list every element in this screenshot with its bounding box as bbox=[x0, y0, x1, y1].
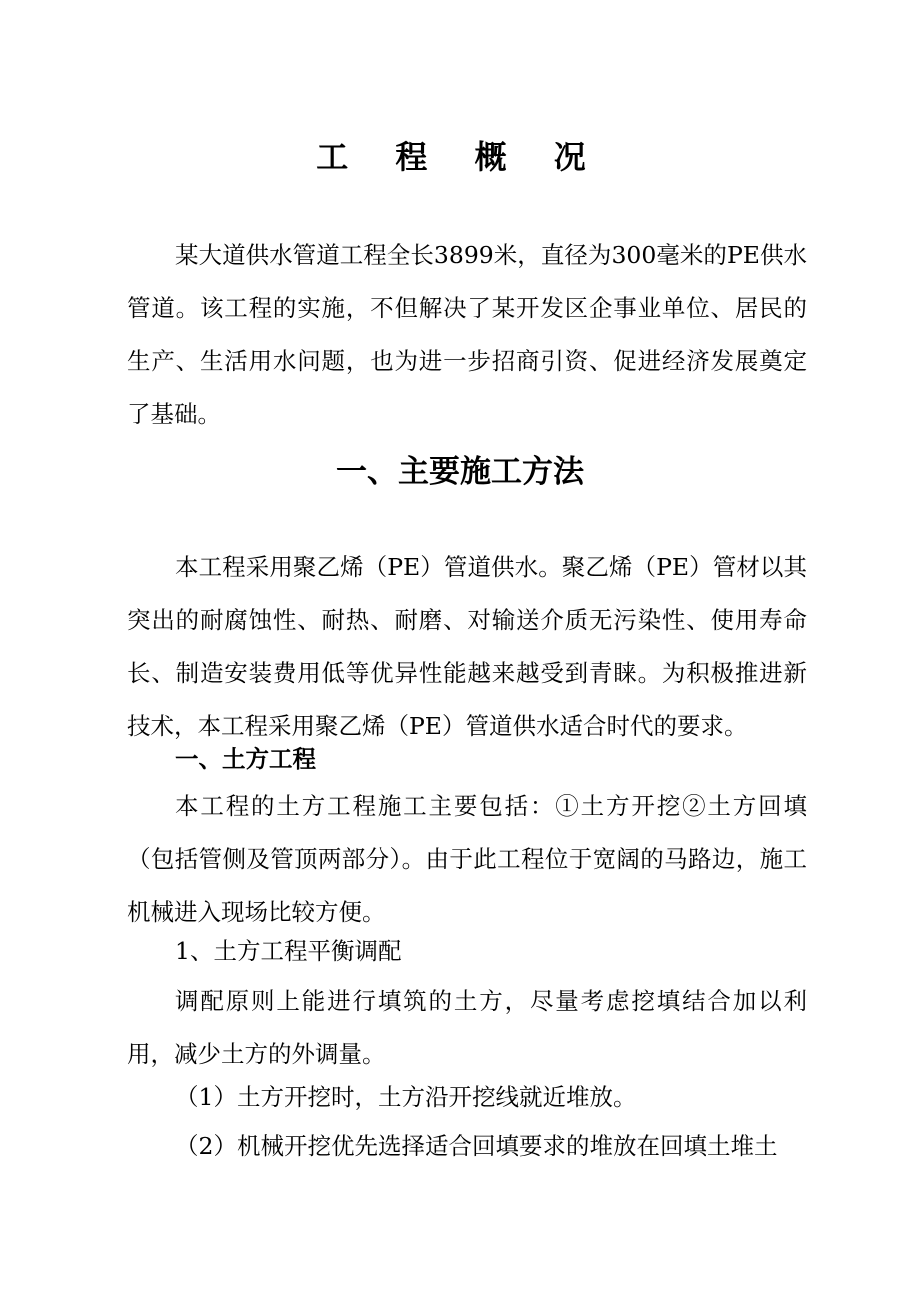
section-intro-paragraph: 本工程采用聚乙烯（PE）管道供水。聚乙烯（PE）管材以其突出的耐腐蚀性、耐热、耐磨、对输送介质无污染性、使用寿命长、制造安装费用低等优异性能越来越受到青睐。为积极推进新技术，本工程采用聚乙烯（PE）管道供水适合时代的要求。 bbox=[127, 553, 807, 740]
section-heading: 一、主要施工方法 bbox=[336, 454, 584, 490]
list-item: （1）土方开挖时，土方沿开挖线就近堆放。 bbox=[175, 1083, 637, 1111]
item-paragraph: 调配原则上能进行填筑的土方，尽量考虑挖填结合加以利用，减少土方的外调量。 bbox=[127, 987, 807, 1068]
overview-paragraph: 某大道供水管道工程全长3899米，直径为300毫米的PE供水管道。该工程的实施，不但解决了某开发区企事业单位、居民的生产、生活用水问题，也为进一步招商引资、促进经济发展奠定了基础。 bbox=[127, 241, 807, 428]
subsection-paragraph: 本工程的土方工程施工主要包括：①土方开挖②土方回填（包括管侧及管顶两部分）。由于此工程位于宽阔的马路边，施工机械进入现场比较方便。 bbox=[127, 792, 807, 926]
list-item: （2）机械开挖优先选择适合回填要求的堆放在回填土堆土 bbox=[175, 1132, 778, 1160]
page-title: 工 程 概 况 bbox=[316, 138, 604, 176]
subsection-heading: 一、土方工程 bbox=[175, 745, 316, 773]
item-heading: 1、土方工程平衡调配 bbox=[175, 937, 402, 965]
